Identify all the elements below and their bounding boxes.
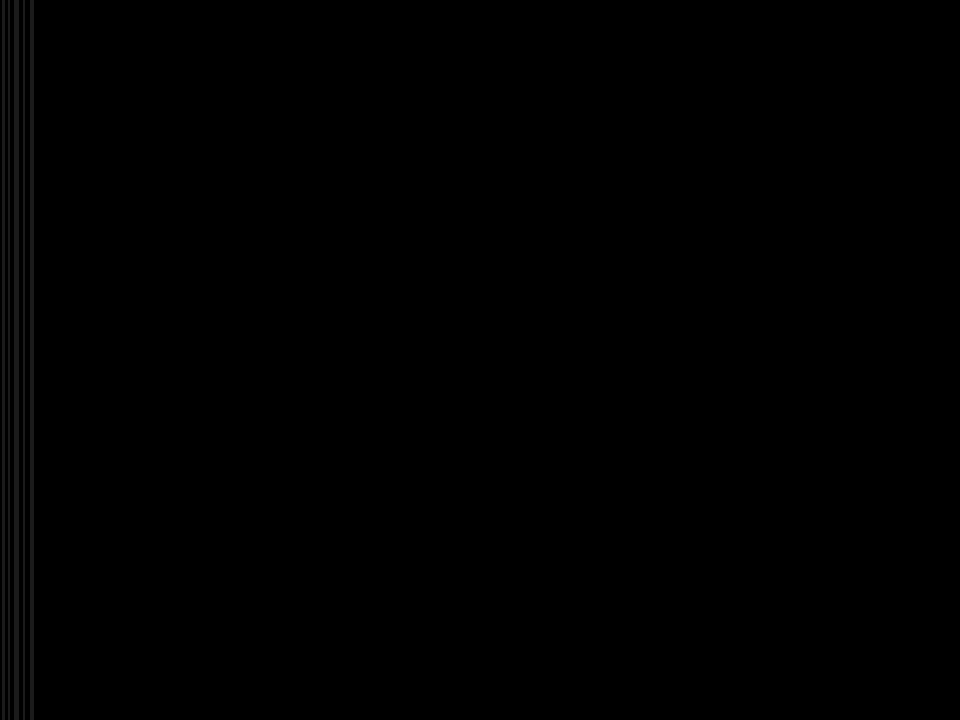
slide-content (65, 124, 945, 160)
decorative-stripes (0, 0, 40, 720)
